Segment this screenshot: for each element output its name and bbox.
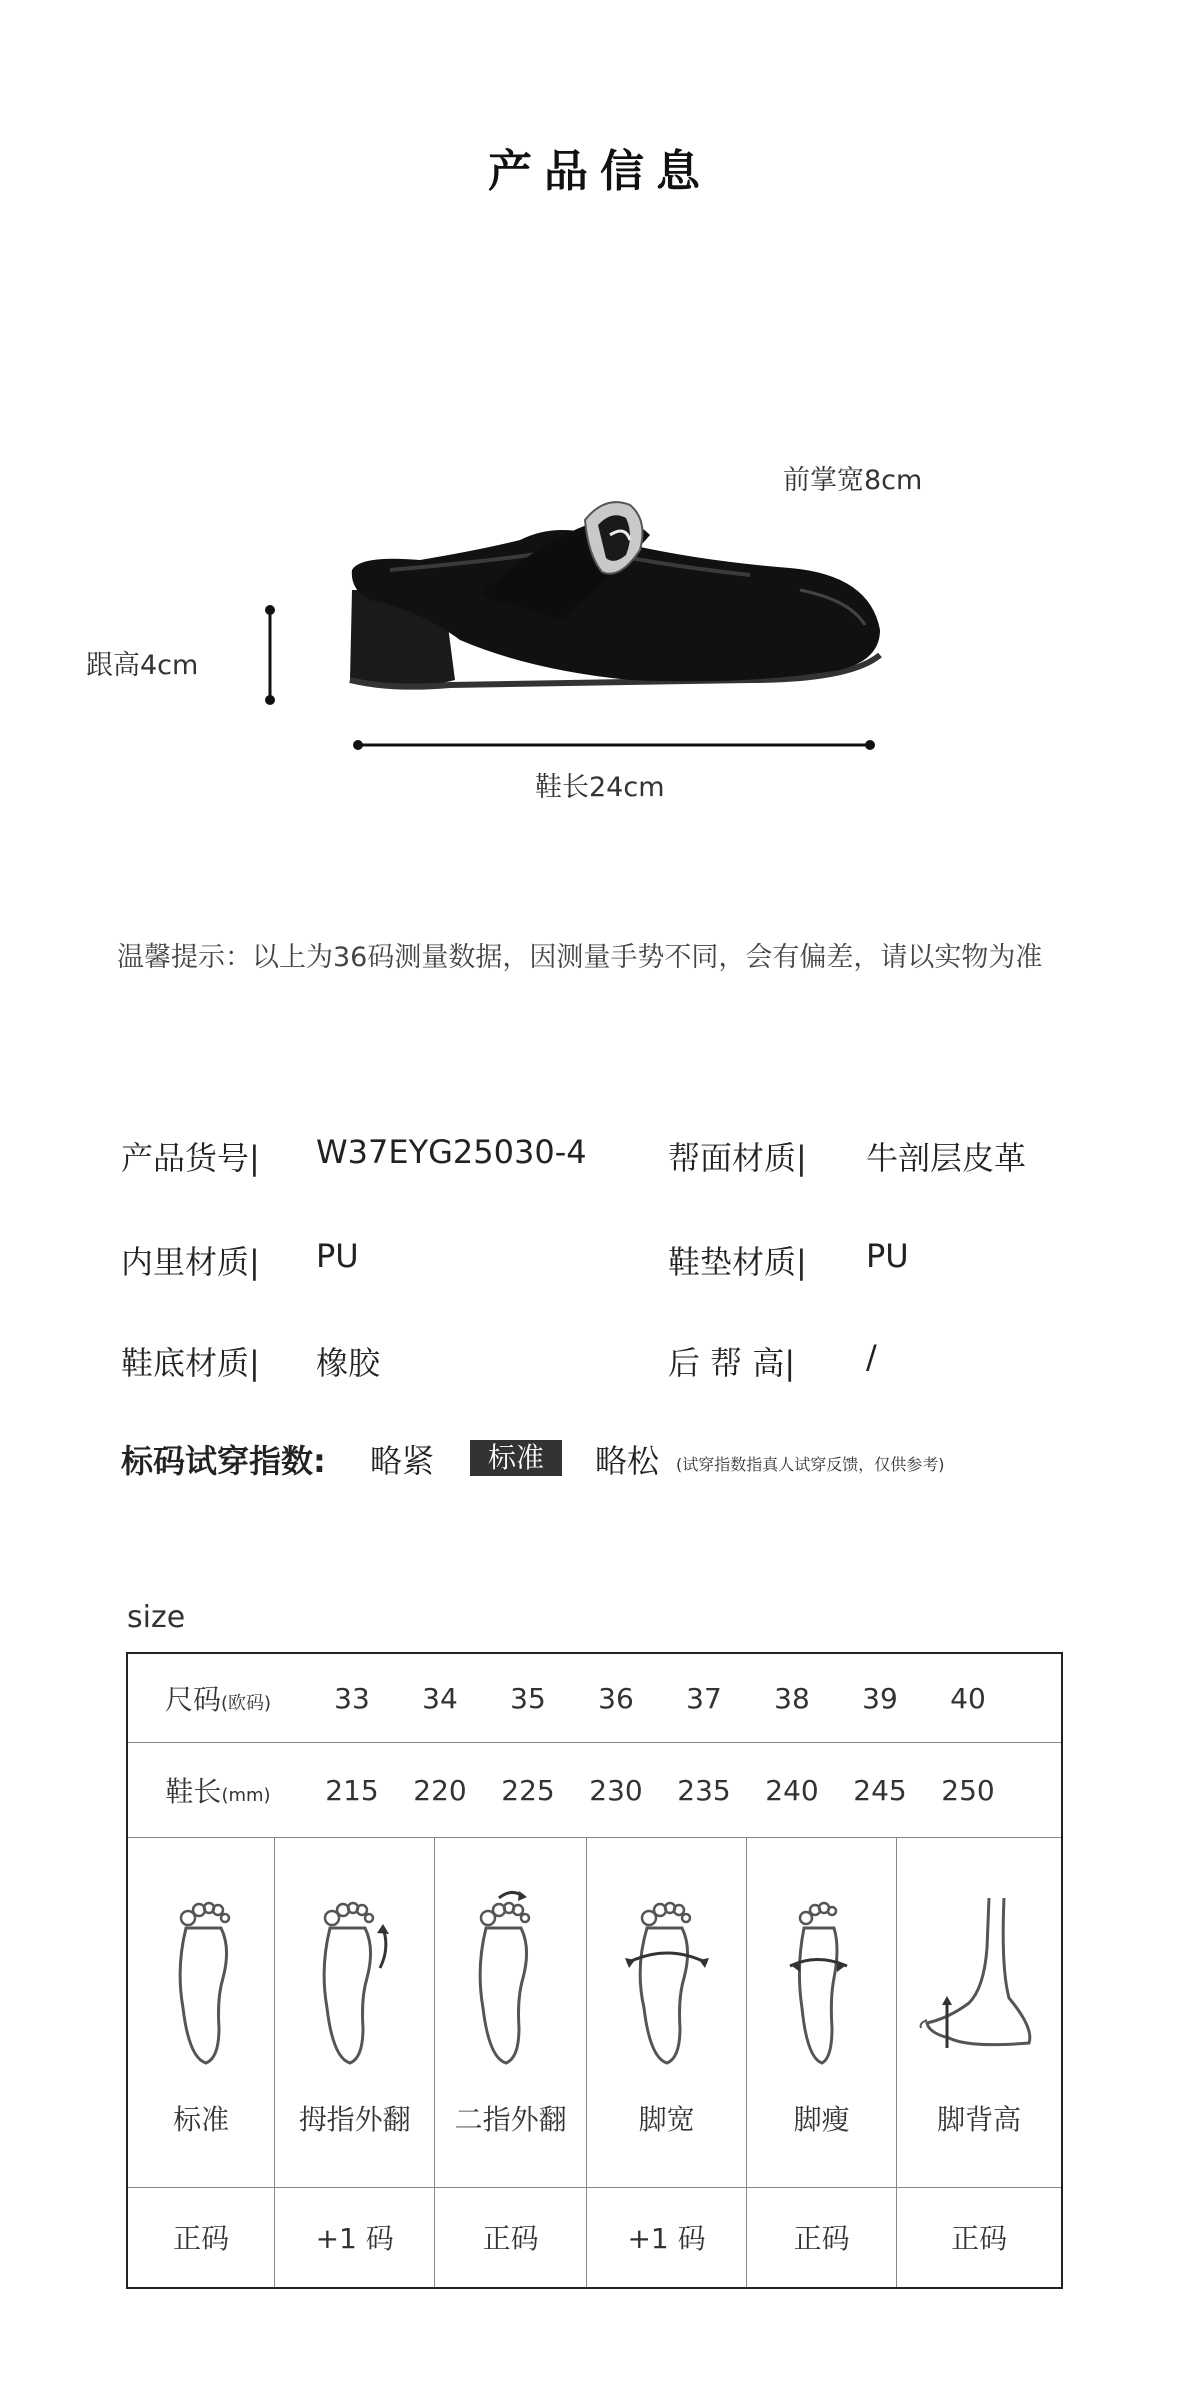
- fit-advice-high-instep: 正码: [951, 2222, 1008, 2256]
- foot-high-instep-icon: [909, 1888, 1049, 2068]
- foot-standard-icon: [161, 1888, 241, 2068]
- foot-type-narrow: [746, 1838, 896, 2188]
- size-heading: size: [127, 1600, 186, 1635]
- fit-index-label: 标码试穿指数:: [121, 1442, 326, 1480]
- spec-value-upper: 牛剖层皮革: [866, 1139, 1027, 1177]
- fit-option-tight: 略紧: [370, 1442, 435, 1480]
- size-row-label: 尺码(欧码): [164, 1683, 272, 1716]
- size-cell: 35: [510, 1681, 546, 1715]
- size-cell: 38: [774, 1681, 810, 1715]
- length-cell: 250: [941, 1773, 995, 1807]
- foot-type-wide: [587, 1838, 747, 2188]
- length-cell: 215: [325, 1773, 379, 1807]
- size-table: [126, 1652, 1063, 2289]
- size-row: [127, 1653, 1062, 1743]
- fit-advice-bunion: +1 码: [275, 2188, 435, 2288]
- fit-advice-standard: 正码: [127, 2188, 275, 2288]
- fit-advice-wide: +1 码: [587, 2188, 747, 2288]
- length-cell: 220: [413, 1773, 467, 1807]
- length-cell: 225: [501, 1773, 555, 1807]
- foot-type-bunion: [275, 1838, 435, 2188]
- size-cell: 34: [422, 1681, 458, 1715]
- foot-type-label: 脚瘦: [793, 2103, 850, 2136]
- forefoot-width-label: 前掌宽8cm: [783, 465, 923, 496]
- heel-height-label: 跟高4cm: [86, 650, 199, 681]
- spec-value-item-no: W37EYG25030-4: [316, 1133, 587, 1171]
- shoe-length-label: 鞋长24cm: [535, 772, 665, 803]
- length-row: [127, 1743, 1062, 1838]
- foot-second-toe-icon: [461, 1888, 561, 2068]
- heel-height-line: [260, 600, 280, 710]
- fit-note: (试穿指数指真人试穿反馈，仅供参考): [676, 1455, 945, 1474]
- size-cell: 39: [862, 1681, 898, 1715]
- spec-label-upper: 帮面材质|: [668, 1139, 807, 1177]
- length-cell: 230: [589, 1773, 643, 1807]
- foot-type-label: 脚宽: [638, 2103, 695, 2136]
- size-cell: 37: [686, 1681, 722, 1715]
- spec-label-heel-counter: 后 帮 高|: [668, 1344, 796, 1382]
- spec-label-item-no: 产品货号|: [121, 1139, 260, 1177]
- spec-label-outsole: 鞋底材质|: [121, 1344, 260, 1382]
- spec-label-insole: 鞋垫材质|: [668, 1243, 807, 1281]
- fit-advice-second-toe: 正码: [435, 2188, 587, 2288]
- foot-type-label: 脚背高: [937, 2103, 1022, 2136]
- foot-type-label: 标准: [173, 2103, 230, 2136]
- spec-value-heel-counter: /: [866, 1338, 877, 1376]
- spec-value-lining: PU: [316, 1237, 359, 1275]
- length-row-label: 鞋长(mm): [165, 1775, 271, 1808]
- measurement-tip: 温馨提示：以上为36码测量数据，因测量手势不同，会有偏差，请以实物为准: [117, 942, 1043, 973]
- foot-wide-icon: [617, 1888, 717, 2068]
- length-cell: 240: [765, 1773, 819, 1807]
- foot-type-label: 拇指外翻: [298, 2103, 411, 2136]
- size-cell: 33: [334, 1681, 370, 1715]
- page-title: 产品信息: [488, 146, 712, 197]
- foot-type-standard: [127, 1838, 275, 2188]
- length-cell: 235: [677, 1773, 731, 1807]
- size-cell: 40: [950, 1681, 986, 1715]
- shoe-image: [330, 480, 890, 700]
- foot-type-second-toe: [435, 1838, 587, 2188]
- foot-type-high-instep: [897, 1838, 1062, 2188]
- size-cell: 36: [598, 1681, 634, 1715]
- foot-type-label: 二指外翻: [454, 2103, 567, 2136]
- fit-option-loose: 略松: [595, 1442, 660, 1480]
- foot-narrow-icon: [772, 1888, 872, 2068]
- spec-label-lining: 内里材质|: [121, 1243, 260, 1281]
- foot-bunion-icon: [305, 1888, 405, 2068]
- fit-advice-narrow: 正码: [746, 2188, 896, 2288]
- length-cell: 245: [853, 1773, 907, 1807]
- fit-option-standard-selected: 标准: [470, 1440, 562, 1476]
- spec-value-outsole: 橡胶: [316, 1344, 381, 1382]
- shoe-length-line: [350, 735, 880, 755]
- spec-value-insole: PU: [866, 1237, 909, 1275]
